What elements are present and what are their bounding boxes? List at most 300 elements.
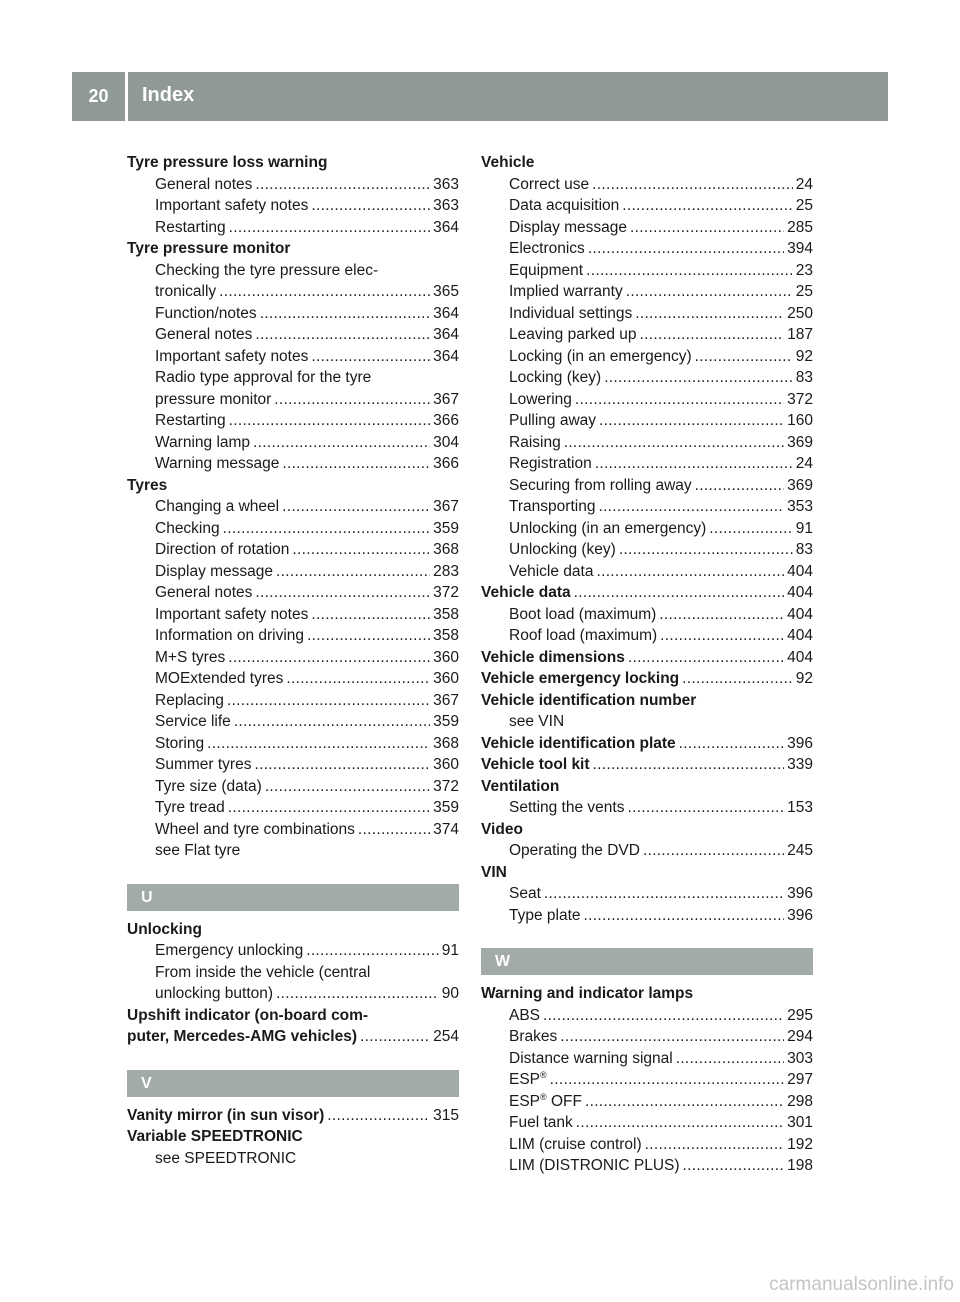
entry-label-text: ESP (509, 1071, 541, 1088)
page-ref: 283 (433, 562, 459, 580)
dot-leader (229, 217, 430, 239)
entry-leader-line (509, 260, 813, 282)
entry-label (155, 324, 252, 346)
entry-label (509, 1048, 673, 1070)
dot-leader (622, 195, 792, 217)
dot-leader (228, 647, 430, 669)
page-ref: 404 (787, 648, 813, 666)
entry-leader-line (155, 625, 459, 647)
index-entry[interactable] (127, 754, 459, 776)
entry-label-text: Leaving parked up (509, 326, 637, 343)
entry-label (155, 604, 308, 626)
entry-label (509, 539, 616, 561)
entry-label (509, 217, 627, 239)
entry-label-text: Setting the vents (509, 799, 625, 816)
index-heading: Vehicle (481, 154, 535, 171)
entry-leader-line (155, 668, 459, 690)
entry-leader-line (481, 754, 813, 776)
index-entry[interactable] (481, 754, 813, 776)
page-ref: 91 (795, 519, 813, 537)
dot-leader (227, 690, 430, 712)
index-heading: Warning and indicator lamps (481, 985, 694, 1002)
dot-leader (255, 582, 430, 604)
dot-leader (207, 733, 430, 755)
entry-label (509, 432, 561, 454)
see-reference[interactable]: see Flat tyre (155, 842, 241, 859)
entry-label (155, 711, 231, 733)
entry-leader-line (509, 496, 813, 518)
page-ref: 360 (433, 670, 459, 687)
index-entry[interactable] (481, 1155, 813, 1177)
index-entry[interactable] (481, 496, 813, 518)
entry-label (155, 281, 216, 303)
page-ref: 192 (787, 1135, 813, 1153)
section-letter: U (127, 884, 459, 911)
index-entry[interactable] (127, 940, 459, 962)
index-entry[interactable] (481, 389, 813, 411)
entry-label-text: pressure monitor (155, 390, 272, 408)
page-ref: 153 (787, 799, 813, 816)
entry-label (509, 625, 657, 647)
dot-leader (643, 840, 784, 862)
dot-leader (358, 819, 430, 841)
index-entry[interactable] (481, 174, 813, 196)
entry-leader-line (155, 410, 459, 432)
index-heading: Tyres (127, 476, 168, 494)
watermark: carmanualsonline.info (769, 1274, 954, 1295)
entry-label-text: Vehicle emergency locking (481, 670, 680, 687)
entry-leader-line (509, 238, 813, 260)
index-entry[interactable] (481, 1112, 813, 1134)
index-entry[interactable] (481, 797, 813, 819)
entry-label-text: ABS (509, 1006, 541, 1024)
dot-leader (282, 496, 430, 518)
entry-leader-line (155, 940, 459, 962)
entry-label-text: Data acquisition (509, 197, 620, 214)
entry-label (481, 668, 679, 690)
entry-leader-line (155, 647, 459, 669)
entry-label-text: Summer tyres (155, 756, 252, 773)
entry-label-text: LIM (cruise control) (509, 1135, 642, 1153)
index-entry[interactable] (481, 905, 813, 927)
index-entry[interactable] (481, 625, 813, 647)
dot-leader (635, 303, 784, 325)
index-entry[interactable] (127, 582, 459, 604)
index-entry[interactable] (127, 604, 459, 626)
index-entry[interactable] (127, 983, 459, 1005)
entry-label (509, 561, 593, 583)
entry-label-text: Locking (key) (509, 369, 602, 386)
entry-leader-line (155, 195, 459, 217)
page-ref: 364 (433, 347, 459, 365)
entry-leader-line (155, 174, 459, 196)
index-entry[interactable] (481, 238, 813, 260)
entry-leader-line (481, 733, 813, 755)
page-ref: 24 (795, 455, 813, 472)
entry-label-text: Vehicle dimensions (481, 648, 625, 666)
dot-leader (219, 281, 430, 303)
dot-leader (255, 324, 430, 346)
entry-label (509, 905, 581, 927)
entry-label (509, 389, 572, 411)
index-entry[interactable] (127, 410, 459, 432)
index-entry[interactable] (127, 539, 459, 561)
index-entry[interactable] (127, 346, 459, 368)
index-entry[interactable] (481, 281, 813, 303)
entry-label-text: Locking (in an emergency) (509, 347, 692, 365)
dot-leader (282, 453, 430, 475)
index-entry[interactable] (127, 797, 459, 819)
index-entry[interactable] (481, 410, 813, 432)
entry-label-text: Direction of rotation (155, 541, 290, 558)
page-ref: 24 (795, 175, 813, 193)
entry-leader-line (155, 324, 459, 346)
entry-label (509, 346, 692, 368)
index-entry[interactable] (481, 1091, 813, 1113)
dot-leader (543, 1005, 784, 1027)
index-entry[interactable] (127, 303, 459, 325)
index-entry[interactable] (481, 604, 813, 626)
index-entry[interactable] (127, 647, 459, 669)
entry-label (481, 647, 625, 669)
index-entry[interactable] (481, 668, 813, 690)
dot-leader (598, 496, 784, 518)
entry-leader-line (509, 561, 813, 583)
index-entry[interactable] (481, 367, 813, 389)
index-entry[interactable] (481, 432, 813, 454)
index-entry[interactable] (481, 324, 813, 346)
index-entry[interactable] (127, 819, 459, 841)
index-entry[interactable] (481, 1048, 813, 1070)
dot-leader (255, 174, 430, 196)
entry-label (509, 1005, 540, 1027)
entry-label (509, 1069, 547, 1091)
entry-label-text: unlocking button) (155, 985, 274, 1002)
entry-label-text: Important safety notes (155, 347, 309, 365)
index-entry[interactable] (127, 625, 459, 647)
entry-label-text: Securing from rolling away (509, 476, 692, 494)
dot-leader (550, 1069, 784, 1091)
page-ref: 363 (433, 175, 459, 193)
page-ref: 364 (433, 304, 459, 322)
entry-label-text: Seat (509, 885, 541, 902)
entry-leader-line (481, 668, 813, 690)
index-entry[interactable] (127, 324, 459, 346)
see-reference[interactable]: see SPEEDTRONIC (155, 1149, 297, 1167)
page-ref: 404 (787, 584, 813, 601)
entry-label-text: Transporting (509, 498, 596, 515)
entry-label (155, 518, 220, 540)
index-entry[interactable] (127, 453, 459, 475)
entry-label-text: Individual settings (509, 304, 633, 322)
index-entry[interactable] (127, 690, 459, 712)
dot-leader (682, 668, 793, 690)
entry-label-text: Roof load (maximum) (509, 627, 658, 644)
entry-label (155, 983, 273, 1005)
entry-label (155, 453, 279, 475)
entry-label (509, 367, 601, 389)
entry-leader-line (481, 582, 813, 604)
page-ref: 250 (787, 304, 813, 322)
entry-label-text: Restarting (155, 218, 226, 236)
entry-label (155, 668, 283, 690)
index-heading: Ventilation (481, 777, 560, 795)
dot-leader (311, 604, 430, 626)
page-ref: 394 (787, 240, 813, 257)
dot-leader (228, 797, 430, 819)
entry-label-text: General notes (155, 175, 253, 193)
page-header (72, 72, 888, 121)
section-letter: V (127, 1070, 459, 1097)
page-ref: 91 (441, 942, 459, 959)
page-ref: 254 (433, 1028, 459, 1045)
entry-label (155, 195, 308, 217)
entry-label (155, 754, 251, 776)
entry-label-text: Vehicle data (481, 584, 571, 601)
index-entry[interactable] (127, 776, 459, 798)
entry-leader-line (155, 496, 459, 518)
index-entry[interactable] (127, 668, 459, 690)
entry-leader-line (155, 797, 459, 819)
entry-label-text: Display message (155, 562, 274, 580)
entry-label (155, 797, 225, 819)
entry-label (481, 582, 571, 604)
index-entry[interactable] (481, 733, 813, 755)
index-heading: Video (481, 820, 523, 838)
index-entry[interactable] (481, 453, 813, 475)
dot-leader (223, 518, 431, 540)
page-ref: 298 (787, 1092, 813, 1110)
entry-leader-line (155, 776, 459, 798)
index-entry[interactable] (481, 647, 813, 669)
entry-label (155, 940, 303, 962)
dot-leader (628, 647, 784, 669)
entry-label-text: Boot load (maximum) (509, 605, 657, 623)
index-entry[interactable] (127, 1105, 459, 1127)
page-ref: 374 (433, 820, 459, 838)
index-entry[interactable] (481, 475, 813, 497)
index-text[interactable]: Radio type approval for the tyre (155, 369, 372, 386)
index-entry[interactable] (127, 1026, 459, 1048)
page-ref: 25 (795, 283, 813, 300)
dot-leader (709, 518, 792, 540)
entry-label (155, 303, 257, 325)
entry-label (509, 453, 592, 475)
dot-leader (630, 217, 784, 239)
index-entry[interactable] (481, 1026, 813, 1048)
index-entry[interactable] (127, 389, 459, 411)
dot-leader (695, 475, 784, 497)
entry-label-text: Restarting (155, 412, 226, 429)
entry-leader-line (509, 840, 813, 862)
dot-leader (307, 625, 430, 647)
index-entry[interactable] (127, 174, 459, 196)
entry-leader-line (155, 711, 459, 733)
page-ref: 404 (787, 627, 813, 644)
index-entry[interactable] (481, 303, 813, 325)
entry-leader-line (509, 1069, 813, 1091)
entry-leader-line (155, 733, 459, 755)
index-entry[interactable] (127, 432, 459, 454)
dot-leader (260, 303, 430, 325)
dot-leader (585, 1091, 784, 1113)
entry-label-text: puter, Mercedes-AMG vehicles) (127, 1028, 357, 1045)
index-entry[interactable] (481, 217, 813, 239)
page-ref: 404 (787, 562, 813, 580)
entry-label-text: ESP (509, 1092, 541, 1110)
entry-label (155, 819, 355, 841)
entry-label-text: Important safety notes (155, 605, 309, 623)
entry-label (155, 174, 252, 196)
page-ref: 372 (433, 584, 459, 601)
entry-label-text: Service life (155, 713, 231, 730)
entry-leader-line (509, 1112, 813, 1134)
entry-leader-line (509, 303, 813, 325)
entry-label-text: Unlocking (key) (509, 541, 616, 558)
entry-label (155, 539, 289, 561)
entry-leader-line (155, 582, 459, 604)
dot-leader (676, 1048, 784, 1070)
page-ref: 301 (787, 1114, 813, 1131)
dot-leader (327, 1105, 430, 1127)
entry-label (155, 389, 271, 411)
entry-label-text: Function/notes (155, 304, 257, 322)
index-heading: VIN (481, 863, 507, 881)
entry-label (509, 1112, 573, 1134)
entry-leader-line (509, 905, 813, 927)
entry-label (155, 582, 252, 604)
entry-leader-line (155, 754, 459, 776)
entry-label-text: Information on driving (155, 627, 305, 644)
index-column-right (481, 152, 813, 1177)
dot-leader (683, 1155, 785, 1177)
entry-label (509, 1134, 642, 1156)
entry-leader-line (509, 1155, 813, 1177)
index-entry[interactable] (127, 496, 459, 518)
entry-label-text: Vanity mirror (in sun visor) (127, 1106, 325, 1124)
page-ref: 366 (433, 412, 459, 429)
entry-leader-line (509, 174, 813, 196)
see-reference[interactable]: see VIN (509, 713, 565, 730)
page-ref: 83 (795, 541, 813, 558)
entry-leader-line (155, 346, 459, 368)
entry-label (155, 432, 250, 454)
index-entry[interactable] (127, 217, 459, 239)
page-ref: 23 (795, 261, 813, 279)
page-ref: 396 (787, 885, 813, 902)
index-entry[interactable] (481, 1005, 813, 1027)
entry-leader-line (127, 1026, 459, 1048)
spacer (127, 862, 459, 884)
page-ref: 369 (787, 476, 813, 494)
entry-label (509, 1155, 680, 1177)
entry-leader-line (509, 518, 813, 540)
entry-label-text: Correct use (509, 175, 590, 193)
entry-leader-line (509, 389, 813, 411)
index-entry[interactable] (481, 539, 813, 561)
entry-leader-line (509, 410, 813, 432)
dot-leader (576, 1112, 784, 1134)
page-ref: 363 (433, 197, 459, 214)
entry-leader-line (155, 518, 459, 540)
page-ref: 353 (787, 498, 813, 515)
entry-label (481, 754, 590, 776)
index-entry[interactable] (127, 281, 459, 303)
index-text[interactable]: Checking the tyre pressure elec- (155, 261, 379, 279)
page-ref: 358 (433, 627, 459, 644)
page-ref: 364 (433, 218, 459, 236)
entry-label (509, 410, 596, 432)
entry-label (509, 303, 632, 325)
dot-leader (592, 174, 793, 196)
entry-label (509, 475, 692, 497)
index-entry[interactable] (127, 561, 459, 583)
entry-leader-line (155, 561, 459, 583)
index-entry[interactable] (481, 1134, 813, 1156)
registered-mark: ® (540, 1091, 547, 1102)
index-entry[interactable] (481, 840, 813, 862)
index-entry[interactable] (127, 711, 459, 733)
entry-label-text: MOExtended tyres (155, 670, 284, 687)
index-entry[interactable] (481, 346, 813, 368)
dot-leader (234, 711, 430, 733)
entry-label-text: Changing a wheel (155, 498, 280, 515)
page-ref: 25 (795, 197, 813, 214)
dot-leader (306, 940, 439, 962)
dot-leader (544, 883, 784, 905)
index-entry[interactable] (127, 518, 459, 540)
index-entry[interactable] (481, 195, 813, 217)
index-text[interactable]: From inside the vehicle (central (155, 963, 371, 981)
entry-leader-line (155, 432, 459, 454)
entry-label (509, 604, 656, 626)
index-entry[interactable] (127, 733, 459, 755)
entry-leader-line (155, 983, 459, 1005)
entry-label (127, 1026, 357, 1048)
dot-leader (286, 668, 430, 690)
dot-leader (253, 432, 430, 454)
entry-label-text: Pulling away (509, 412, 597, 429)
entry-leader-line (509, 797, 813, 819)
index-entry[interactable] (481, 883, 813, 905)
entry-label (509, 496, 595, 518)
entry-leader-line (155, 281, 459, 303)
page-ref: 187 (787, 326, 813, 343)
index-entry[interactable] (127, 195, 459, 217)
entry-leader-line (509, 1048, 813, 1070)
index-entry[interactable] (481, 561, 813, 583)
page-ref: 369 (787, 433, 813, 451)
entry-label (509, 840, 640, 862)
entry-leader-line (509, 883, 813, 905)
page-ref: 83 (795, 369, 813, 386)
index-entry[interactable] (481, 1069, 813, 1091)
page-ref: 360 (433, 648, 459, 666)
index-entry[interactable] (481, 582, 813, 604)
entry-label-text: Implied warranty (509, 283, 623, 300)
page-ref: 366 (433, 455, 459, 472)
index-entry[interactable] (481, 260, 813, 282)
entry-label-text: Storing (155, 734, 205, 752)
dot-leader (560, 1026, 784, 1048)
registered-mark: ® (540, 1069, 547, 1080)
entry-label-text: LIM (DISTRONIC PLUS) (509, 1157, 680, 1174)
entry-leader-line (509, 1026, 813, 1048)
index-entry[interactable] (481, 518, 813, 540)
entry-label-text: Fuel tank (509, 1114, 573, 1131)
dot-leader (619, 539, 793, 561)
page-ref: 367 (433, 390, 459, 408)
